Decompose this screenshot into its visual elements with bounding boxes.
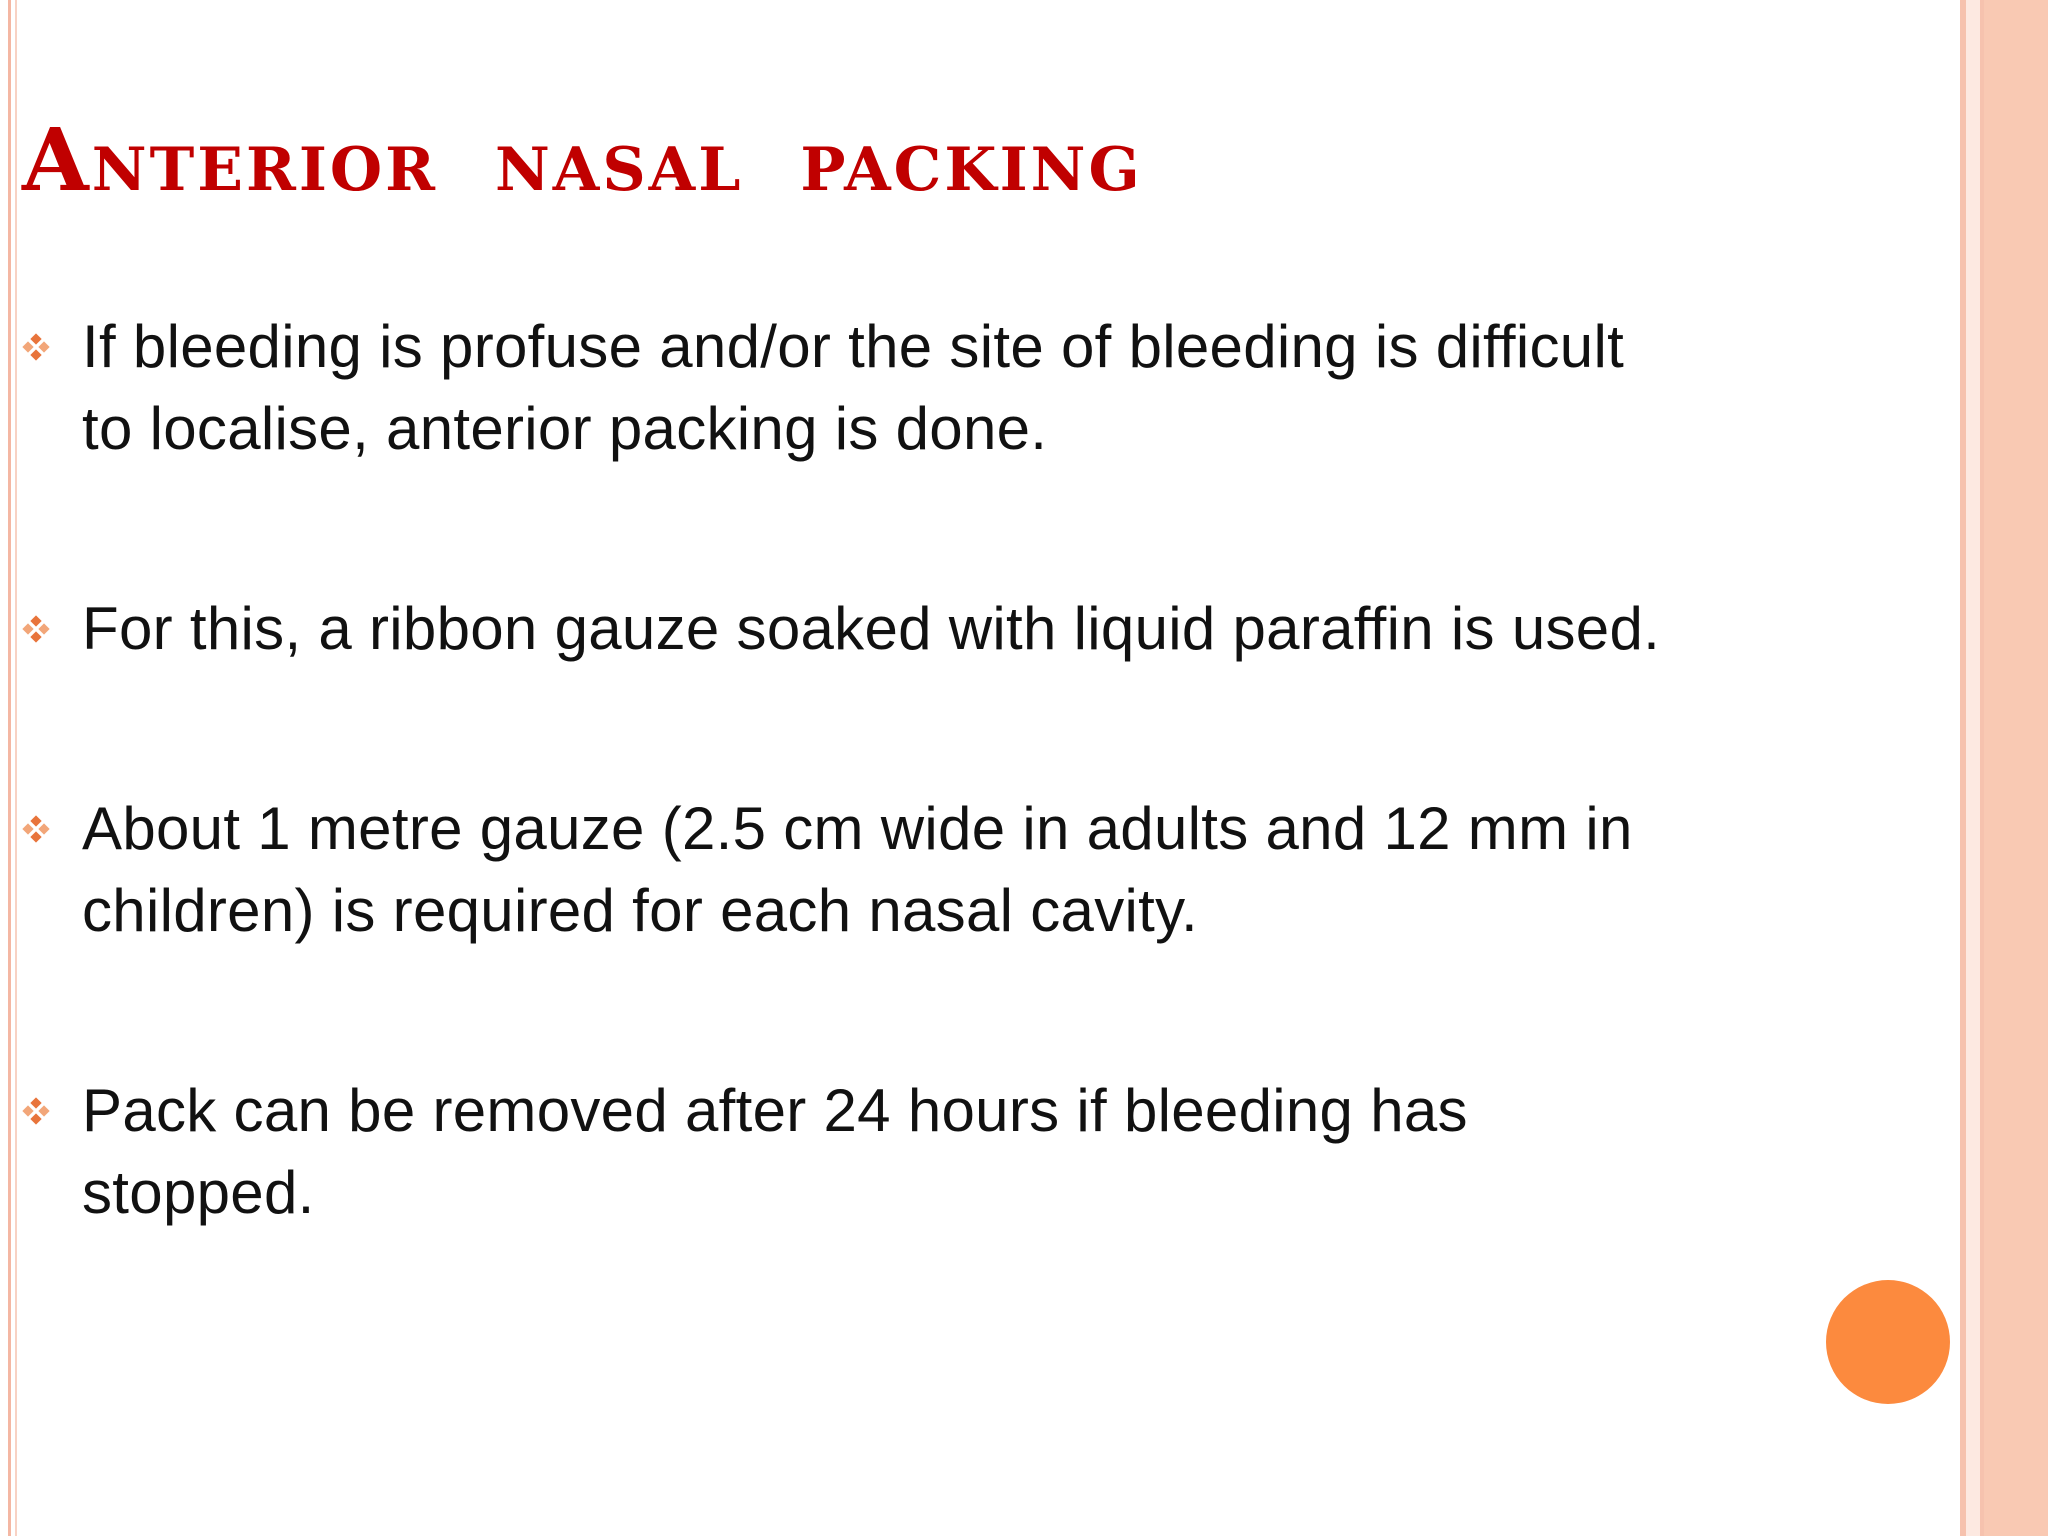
bullet-text: For this, a ribbon gauze soaked with liquid paraffin is used. (82, 595, 1661, 662)
bullet-list (22, 306, 1992, 1234)
bullet-text: If bleeding is profuse and/or the site of bleeding is difficult to localise, anterior packing is done. (82, 313, 1625, 462)
left-border-line-inner (15, 0, 17, 1536)
diamond-bullet-icon (22, 588, 62, 670)
left-border-line (8, 0, 11, 1536)
diamond-bullet-icon (22, 306, 62, 388)
bullet-text: Pack can be removed after 24 hours if bleeding has stopped. (82, 1077, 1468, 1226)
bullet-text: About 1 metre gauze (2.5 cm wide in adults and 12 mm in children) is required for each nasal cavity. (82, 795, 1633, 944)
slide-title: Anterior nasal packing (22, 110, 1143, 211)
right-border-band (1984, 0, 2048, 1536)
bullet-item (22, 788, 1992, 952)
orange-circle-accent (1826, 1280, 1950, 1404)
bullet-item (22, 588, 1992, 670)
diamond-bullet-icon (22, 1070, 62, 1152)
diamond-bullet-icon (22, 788, 62, 870)
bullet-item (22, 1070, 1992, 1234)
bullet-item (22, 306, 1992, 470)
